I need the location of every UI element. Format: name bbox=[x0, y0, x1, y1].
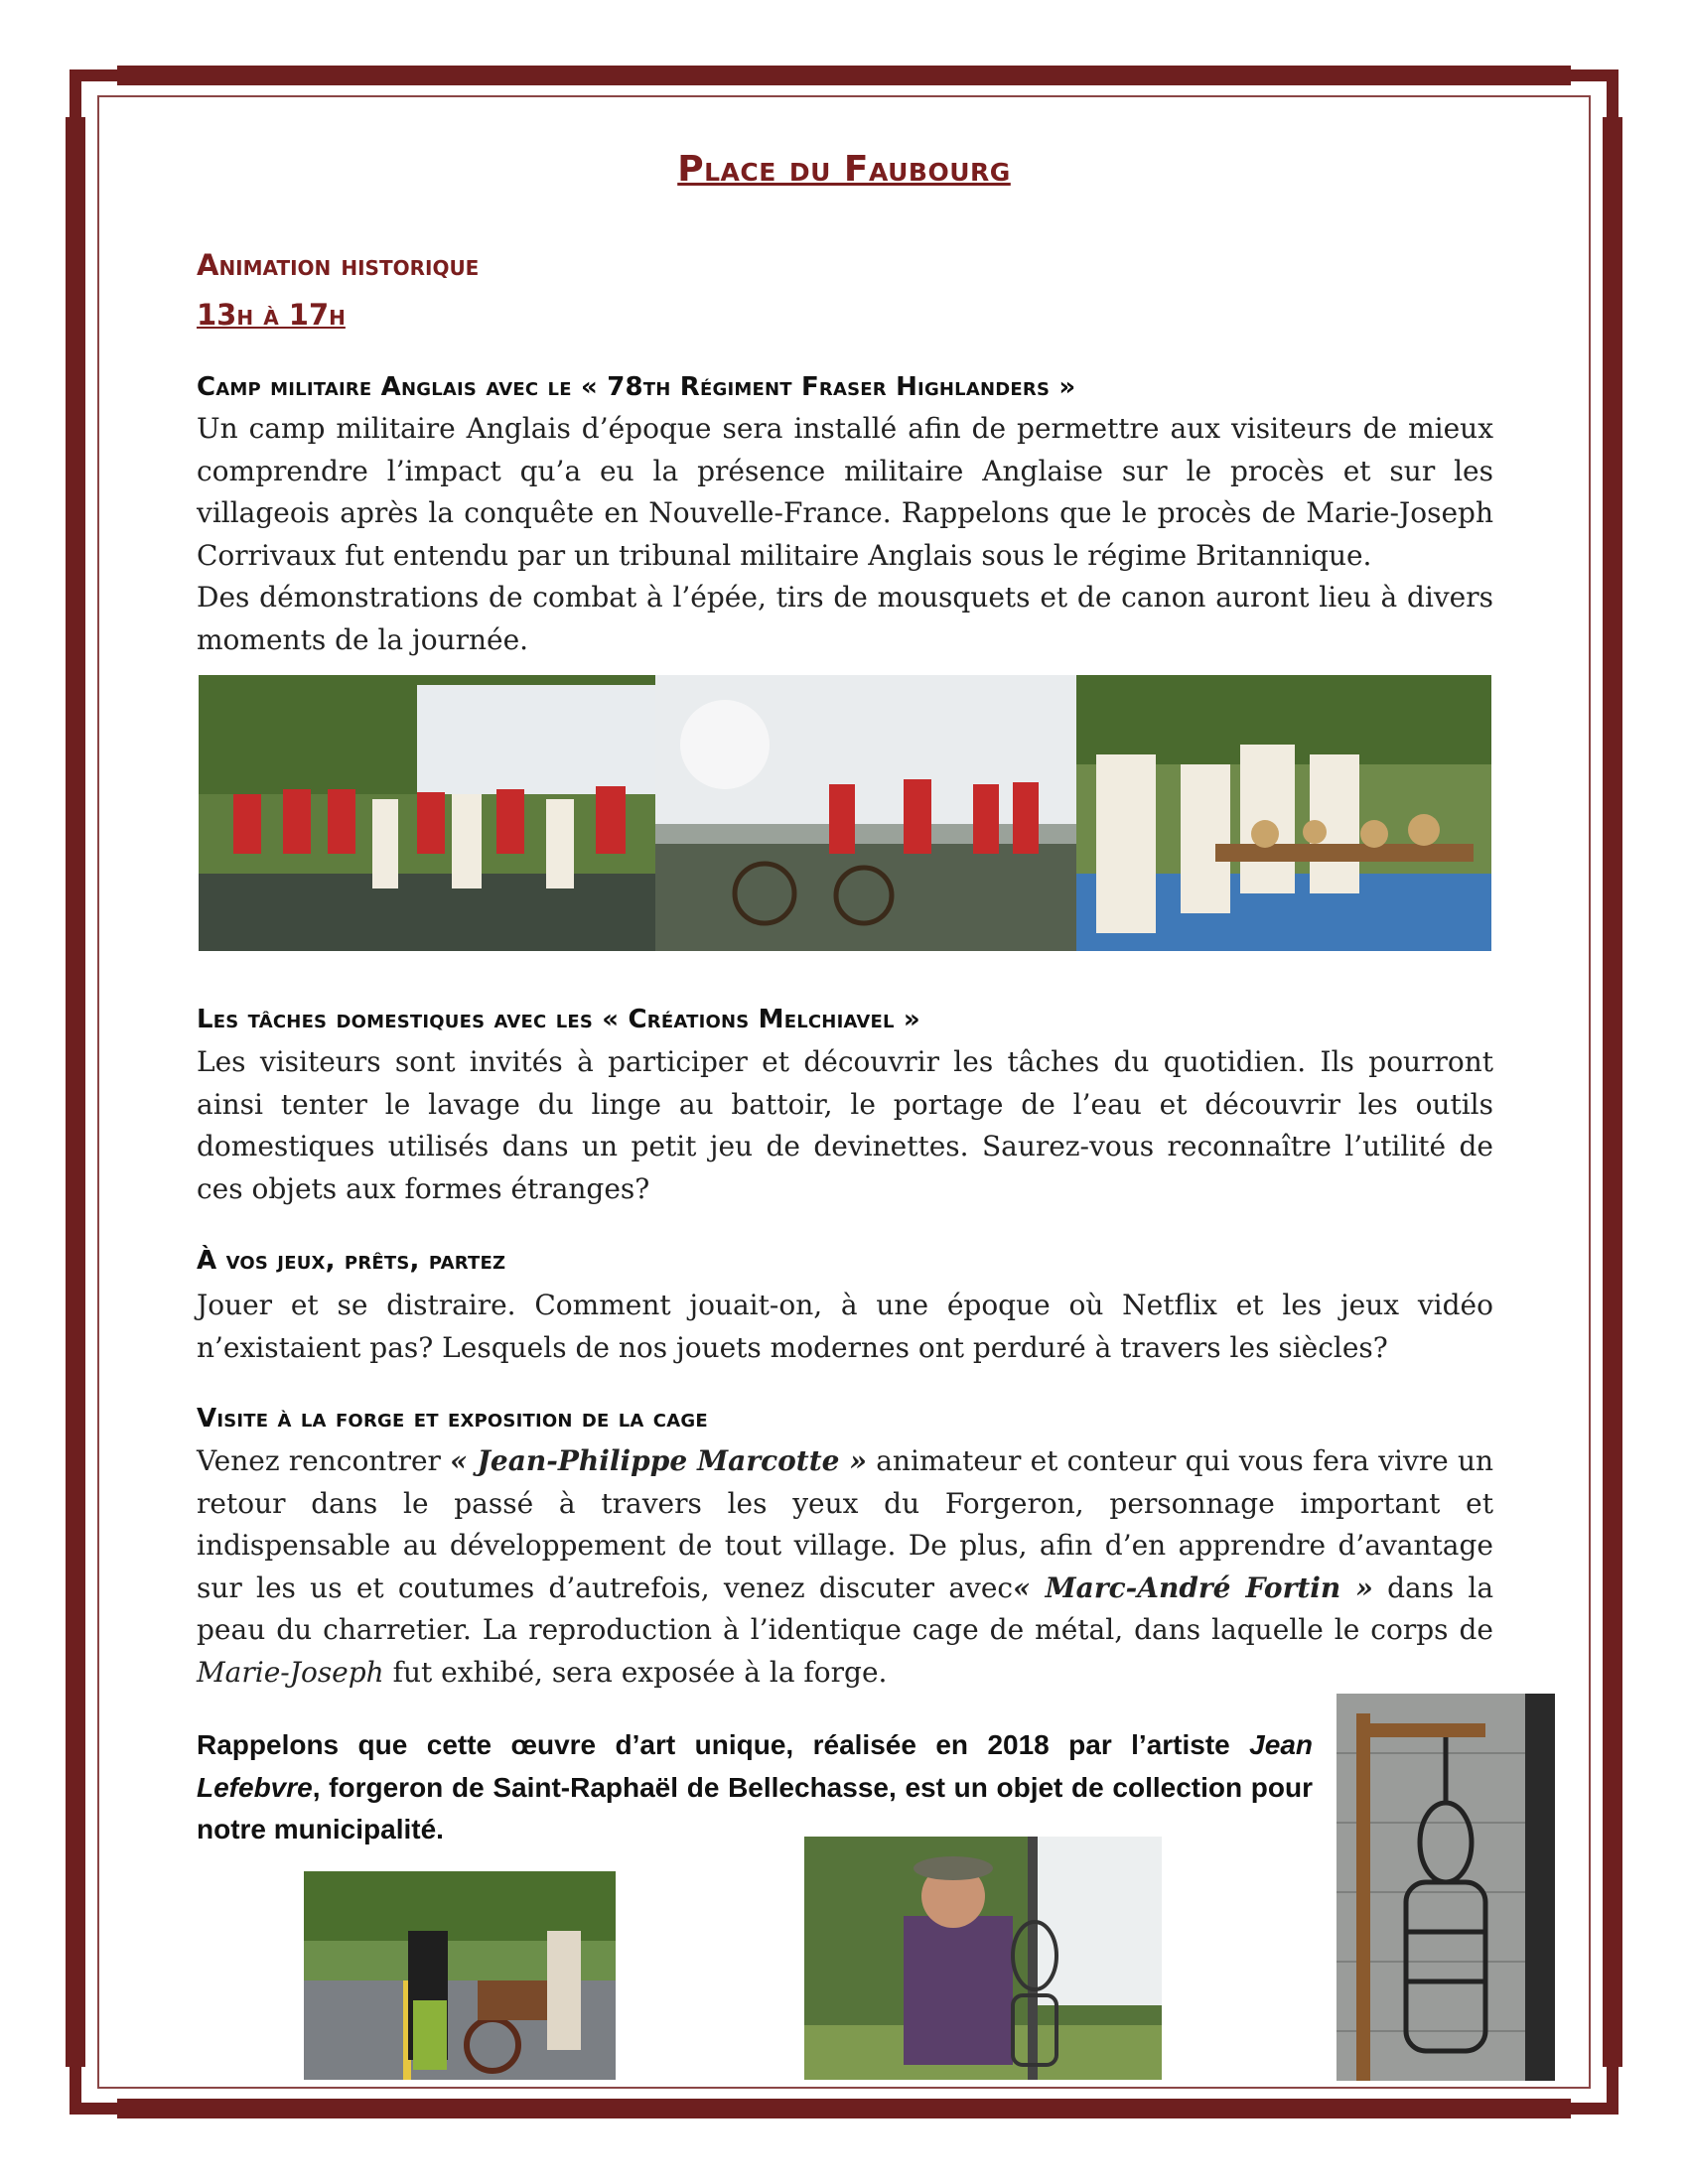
section-body-camp bbox=[197, 408, 1493, 661]
frame-right-bar bbox=[1603, 117, 1622, 2067]
section-heading-forge: Visite à la forge et exposition de la cage bbox=[197, 1404, 708, 1433]
text-span: Rappelons que cette œuvre d’art unique, réalisée en 2018 par l’artiste bbox=[197, 1729, 1250, 1760]
paragraph: Un camp militaire Anglais d’époque sera installé afin de permettre aux visiteurs de mieux comprendre l’impact qu’a eu la présence militaire Anglaise sur le procès et sur les villageois après la conquête en Nouvelle-France. Rappelons que le procès de Marie-Joseph Corrivaux fut entendu par un tribunal militaire Anglais sous le régime Britannique. bbox=[197, 412, 1493, 572]
frame-corner-top-right bbox=[1567, 69, 1618, 121]
paragraph: Jouer et se distraire. Comment jouait-on, à une époque où Netflix et les jeux vidéo n’existaient pas? Lesquels de nos jouets modernes ont perduré à travers les siècles? bbox=[197, 1289, 1493, 1364]
paragraph: Les visiteurs sont invités à participer et découvrir les tâches du quotidien. Ils pourront ainsi tenter le lavage du linge au battoir, le portage de l’eau et découvrir les outils domestiques utilisés dans un petit jeu de devinettes. Saurez-vous reconnaître l’utilité de ces objets aux formes étranges? bbox=[197, 1045, 1493, 1205]
photo-soldiers-group bbox=[199, 675, 655, 951]
name-jean-philippe: « Jean-Philippe Marcotte » bbox=[450, 1444, 868, 1477]
frame-left-bar bbox=[66, 117, 85, 2067]
name-marie-joseph: Marie-Joseph bbox=[197, 1655, 384, 1689]
name-jean-lefebvre: Jean Lefebvre bbox=[197, 1729, 1313, 1803]
text-span: dans la peau du charretier. La reproduction à l’identique cage de métal, dans laquelle le corps de bbox=[197, 1570, 1494, 1646]
subtitle: Animation historique bbox=[197, 248, 480, 282]
page-title: Place du Faubourg bbox=[677, 149, 1011, 190]
closing-paragraph bbox=[197, 1724, 1313, 1851]
frame-corner-top-left bbox=[70, 69, 121, 121]
frame-top-bar bbox=[117, 66, 1571, 85]
frame-corner-bottom-left bbox=[70, 2063, 121, 2115]
photo-forgeron bbox=[804, 1837, 1162, 2080]
photo-metal-cage bbox=[1336, 1694, 1555, 2081]
name-marc-andre: « Marc-André Fortin » bbox=[1013, 1570, 1373, 1604]
section-heading-camp: Camp militaire Anglais avec le « 78th Régiment Fraser Highlanders » bbox=[197, 372, 1076, 402]
photo-cannon-firing bbox=[655, 675, 1076, 951]
text-span: fut exhibé, sera exposée à la forge. bbox=[383, 1655, 888, 1689]
section-heading-taches: Les tâches domestiques avec les « Créations Melchiavel » bbox=[197, 1005, 920, 1034]
text-span: , forgeron de Saint-Raphaël de Bellechasse, est un objet de collection pour notre municipalité. bbox=[197, 1771, 1313, 1844]
section-heading-jeux: À vos jeux, prêts, partez bbox=[197, 1246, 506, 1276]
photo-villagers-table bbox=[1076, 675, 1491, 951]
section-body-taches bbox=[197, 1041, 1493, 1210]
paragraph bbox=[197, 1440, 1493, 1694]
section-body-jeux bbox=[197, 1285, 1493, 1369]
paragraph: Des démonstrations de combat à l’épée, tirs de mousquets et de canon auront lieu à divers moments de la journée. bbox=[197, 581, 1493, 656]
hours: 13h à 17h bbox=[197, 298, 346, 332]
text-span: Venez rencontrer bbox=[197, 1444, 451, 1477]
frame-bottom-bar bbox=[117, 2099, 1571, 2118]
frame-corner-bottom-right bbox=[1567, 2063, 1618, 2115]
text-span: animateur et conteur qui vous fera vivre un retour dans le passé à travers les yeux du Forgeron, personnage important et indispensable au développement de tout village. De plus, afin d’en apprendre d’avantage sur les us et coutumes d’autrefois, venez discuter avec bbox=[197, 1444, 1494, 1604]
paragraph bbox=[197, 1724, 1313, 1851]
section-body-forge bbox=[197, 1440, 1493, 1694]
photo-charretier bbox=[304, 1871, 616, 2080]
